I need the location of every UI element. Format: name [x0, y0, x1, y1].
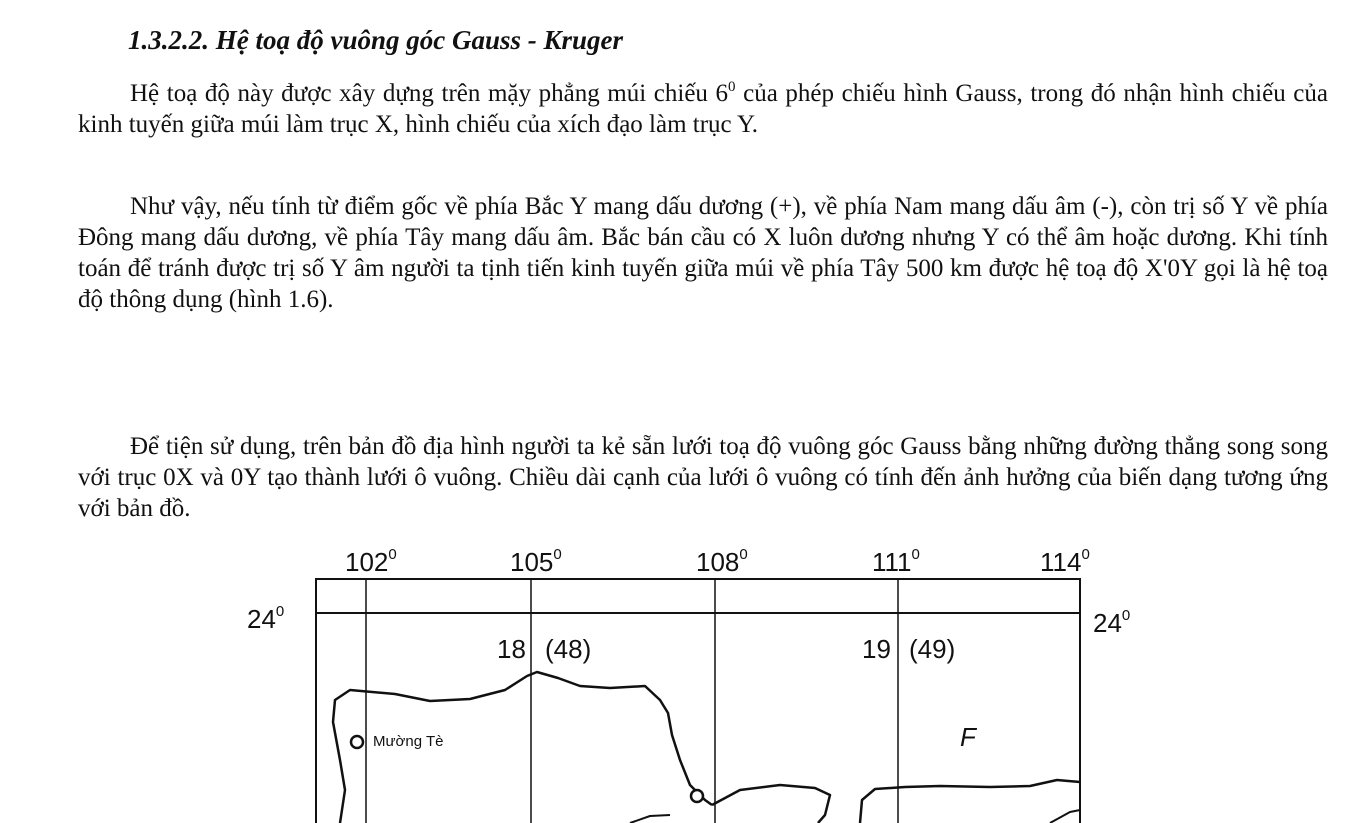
paragraph-2: Như vậy, nếu tính từ điểm gốc về phía Bắc Y mang dấu dương (+), về phía Nam mang dấu âm (-), còn trị số Y về phía Đông mang dấu dương, về phía Tây mang dấu âm. Bắc bán cầu có X luôn dương nhưng Y có thể âm hoặc dương. Khi tính toán để tránh được trị số Y âm người ta tịnh tiến kinh tuyến giữa múi về phía Tây 500 km được hệ toạ độ X'0Y gọi là hệ toạ độ thông dụng (hình 1.6). — [78, 193, 1328, 313]
zone-letter-f: F — [960, 722, 976, 752]
muong-te-marker — [351, 736, 363, 748]
longitude-label-111: $111^0$ — [872, 546, 920, 577]
border-outline-southwest — [630, 815, 670, 823]
border-outline-east — [712, 785, 830, 823]
longitude-label-102: $102^0$ — [345, 546, 397, 577]
longitude-label-105: $105^0$ — [510, 546, 562, 577]
coastline-outline — [860, 780, 1080, 823]
paragraph-1-text-cont: của phép chiếu hình Gauss, trong đó nhận hình chiếu của kinh tuyến giữa múi làm trục X, hình chiếu của xích đạo làm trục Y. — [78, 80, 1328, 138]
zone-18-label: 18 — [497, 634, 526, 664]
muong-te-label: Mường Tè — [373, 733, 444, 750]
coastline-outline-2 — [1050, 810, 1080, 823]
zone-18-alt-label: (48) — [545, 634, 592, 664]
city-marker — [691, 790, 703, 802]
zone-19-alt-label: (49) — [909, 634, 956, 664]
latitude-label-left: $24^0$ — [247, 603, 285, 634]
degree-superscript: 0 — [728, 79, 736, 95]
zone-19-label: 19 — [862, 634, 891, 664]
paragraph-1 — [78, 78, 1328, 140]
longitude-label-114: $114^0$ — [1040, 546, 1090, 577]
paragraph-3: Để tiện sử dụng, trên bản đồ địa hình người ta kẻ sẵn lưới toạ độ vuông góc Gauss bằng những đường thẳng song song với trục 0X và 0Y tạo thành lưới ô vuông. Chiều dài cạnh của lưới ô vuông có tính đến ảnh hưởng của biến dạng tương ứng với bản đồ. — [78, 433, 1328, 522]
latitude-label-right: $24^0$ — [1093, 607, 1131, 638]
section-heading: 1.3.2.2. Hệ toạ độ vuông góc Gauss - Kruger — [128, 25, 624, 55]
map-frame — [316, 579, 1080, 823]
longitude-label-108: $108^0$ — [696, 546, 748, 577]
paragraph-1-text: Hệ toạ độ này được xây dựng trên mặy phẳng múi chiếu 6 — [130, 80, 729, 107]
